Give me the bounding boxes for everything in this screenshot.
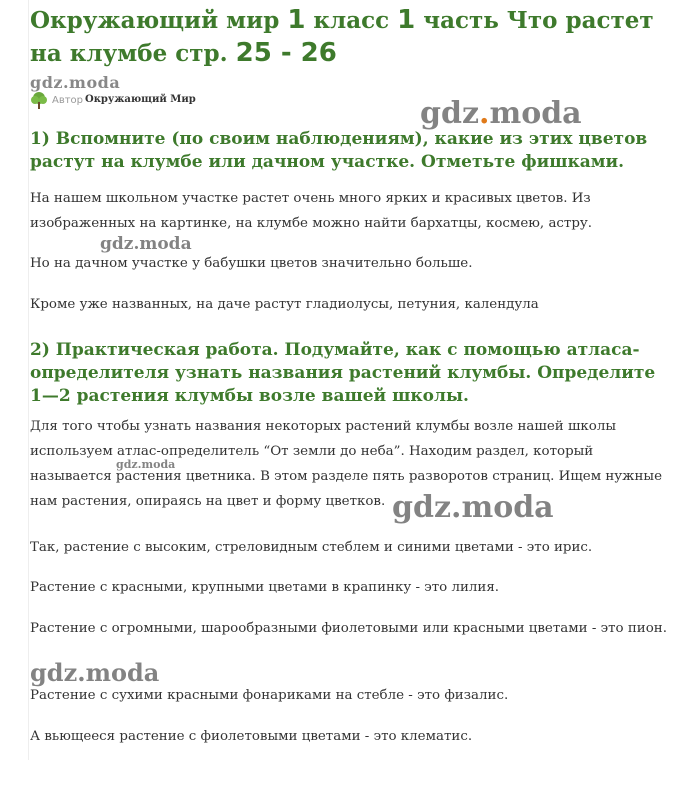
answer-1-paragraph-3: Кроме уже названных, на даче растут гладиолусы, петуния, календула bbox=[30, 297, 539, 312]
title-part: класс bbox=[305, 7, 398, 34]
watermark: gdz.moda bbox=[30, 658, 160, 687]
author-block bbox=[30, 73, 330, 113]
answer-2-paragraph-4: Растение с огромными, шарообразными фиолетовыми или красными цветами - это пион. bbox=[30, 621, 667, 636]
site-logo[interactable]: gdz.moda bbox=[30, 73, 121, 92]
watermark: gdz.moda bbox=[100, 234, 192, 254]
page-title bbox=[30, 4, 670, 70]
answer-1-paragraph-2: Но на дачном участке у бабушки цветов значительно больше. bbox=[30, 256, 473, 271]
question-2-heading: 2) Практическая работа. Подумайте, как с помощью атласа-определителя узнать названия растений клумбы. Определите 1—2 растения клумбы возле вашей школы. bbox=[30, 340, 656, 406]
answer-2-paragraph-5: Растение с сухими красными фонариками на стебле - это физалис. bbox=[30, 688, 509, 703]
answer-2-paragraph-1: Для того чтобы узнать названия некоторых растений клумбы возле нашей школы используем атлас-определитель “От земли до неба”. Находим раздел, который называется растения цветника. В этом разделе пять разворотов страниц. Ищем нужные нам растения, опираясь на цвет и форму цветков. bbox=[30, 419, 662, 509]
author-label: Автор bbox=[52, 95, 84, 106]
title-part: Окружающий мир bbox=[30, 7, 288, 34]
answer-2-paragraph-3: Растение с красными, крупными цветами в крапинку - это лилия. bbox=[30, 580, 500, 595]
question-1-heading: 1) Вспомните (по своим наблюдениям), какие из этих цветов растут на клумбе или дачном участке. Отметьте фишками. bbox=[30, 129, 648, 172]
title-volume: 1 bbox=[397, 5, 416, 35]
watermark: gdz.moda bbox=[116, 458, 176, 471]
author-name[interactable]: Окружающий Мир bbox=[85, 94, 196, 105]
title-part: часть Что растет на клумбе стр. bbox=[30, 7, 654, 67]
watermark: gdz.moda bbox=[420, 96, 582, 131]
answer-1-paragraph-1: На нашем школьном участке растет очень много ярких и красивых цветов. Из изображенных на картинке, на клумбе можно найти бархатцы, космею, астру. bbox=[30, 191, 593, 231]
title-pages: 25 - 26 bbox=[235, 38, 337, 68]
answer-2-paragraph-2: Так, растение с высоким, стреловидным стеблем и синими цветами - это ирис. bbox=[30, 540, 593, 555]
answer-2-paragraph-6: А вьющееся растение с фиолетовыми цветами - это клематис. bbox=[30, 729, 473, 744]
page-border bbox=[28, 0, 29, 760]
tree-icon bbox=[30, 91, 48, 109]
title-grade: 1 bbox=[287, 5, 306, 35]
watermark: gdz.moda bbox=[392, 490, 554, 525]
